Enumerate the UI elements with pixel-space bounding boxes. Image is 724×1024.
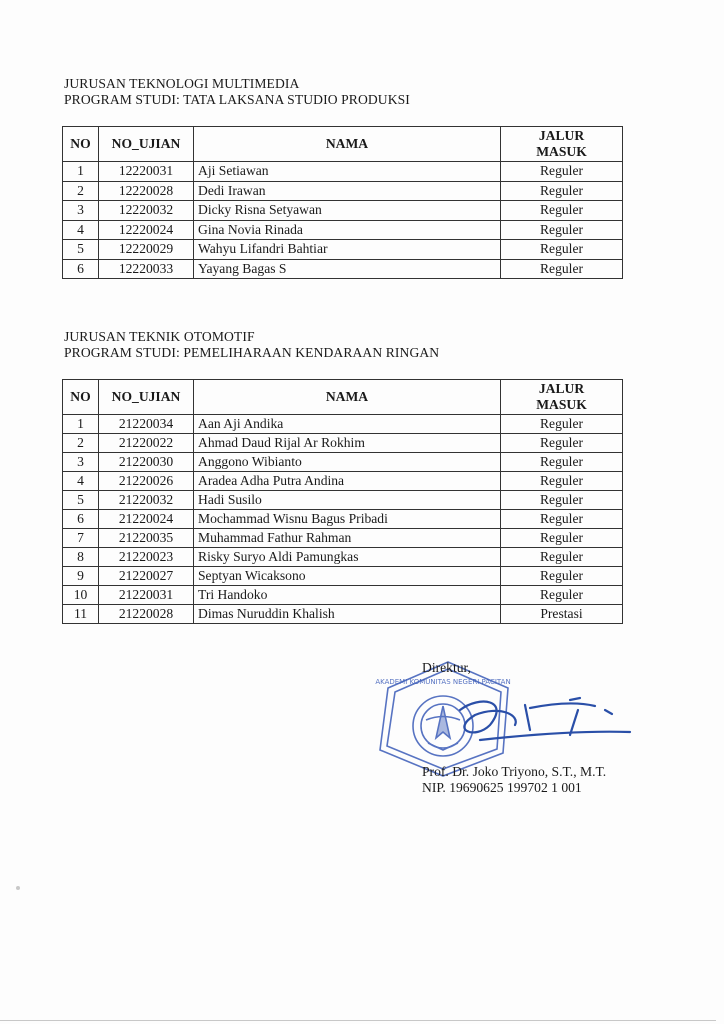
section-heading-multimedia: [64, 76, 410, 108]
page-bottom-edge: [0, 1020, 716, 1021]
student-table-otomotif: [62, 379, 623, 624]
cell-jalur-masuk: Reguler: [501, 259, 623, 279]
cell-no: 11: [63, 605, 99, 624]
cell-no: 2: [63, 434, 99, 453]
cell-no-ujian: 12220032: [99, 201, 194, 221]
cell-no: 7: [63, 529, 99, 548]
cell-jalur-masuk: Prestasi: [501, 605, 623, 624]
cell-no: 5: [63, 491, 99, 510]
cell-jalur-masuk: Reguler: [501, 567, 623, 586]
table-row: [63, 491, 623, 510]
table-row: [63, 529, 623, 548]
section-heading-otomotif: [64, 329, 439, 361]
column-header-no-ujian: NO_UJIAN: [99, 127, 194, 162]
table-row: [63, 434, 623, 453]
cell-no-ujian: 21220034: [99, 415, 194, 434]
cell-no: 6: [63, 510, 99, 529]
cell-no-ujian: 12220028: [99, 181, 194, 201]
cell-no: 4: [63, 472, 99, 491]
cell-no: 4: [63, 220, 99, 240]
cell-jalur-masuk: Reguler: [501, 529, 623, 548]
cell-no: 5: [63, 240, 99, 260]
cell-no-ujian: 21220032: [99, 491, 194, 510]
cell-jalur-masuk: Reguler: [501, 181, 623, 201]
cell-no-ujian: 12220029: [99, 240, 194, 260]
table-row: [63, 240, 623, 260]
table-row: [63, 220, 623, 240]
signatory-nip: NIP. 19690625 199702 1 001: [422, 780, 582, 795]
column-header-nama: NAMA: [194, 127, 501, 162]
cell-jalur-masuk: Reguler: [501, 453, 623, 472]
cell-nama: Aji Setiawan: [194, 162, 501, 182]
cell-no-ujian: 21220022: [99, 434, 194, 453]
student-table-multimedia: [62, 126, 623, 279]
cell-no: 3: [63, 453, 99, 472]
column-header-nama: NAMA: [194, 380, 501, 415]
cell-jalur-masuk: Reguler: [501, 472, 623, 491]
table-row: [63, 181, 623, 201]
cell-jalur-masuk: Reguler: [501, 415, 623, 434]
cell-jalur-masuk: Reguler: [501, 510, 623, 529]
cell-nama: Anggono Wibianto: [194, 453, 501, 472]
table-row: [63, 510, 623, 529]
cell-nama: Tri Handoko: [194, 586, 501, 605]
cell-nama: Hadi Susilo: [194, 491, 501, 510]
table-header-row: [63, 127, 623, 162]
program-studi-title: PROGRAM STUDI: PEMELIHARAAN KENDARAAN RINGAN: [64, 345, 440, 360]
cell-no-ujian: 21220024: [99, 510, 194, 529]
table-row: [63, 605, 623, 624]
table-row: [63, 567, 623, 586]
scan-speck: [16, 886, 20, 890]
table-row: [63, 201, 623, 221]
cell-no: 1: [63, 415, 99, 434]
cell-jalur-masuk: Reguler: [501, 434, 623, 453]
cell-no: 3: [63, 201, 99, 221]
cell-jalur-masuk: Reguler: [501, 162, 623, 182]
cell-jalur-masuk: Reguler: [501, 220, 623, 240]
column-header-jalur-masuk: JALUR MASUK: [501, 380, 623, 415]
signatory-title: Direktur,: [422, 660, 471, 675]
cell-nama: Septyan Wicaksono: [194, 567, 501, 586]
program-studi-title: PROGRAM STUDI: TATA LAKSANA STUDIO PRODUKSI: [64, 92, 410, 107]
cell-jalur-masuk: Reguler: [501, 201, 623, 221]
cell-no-ujian: 21220027: [99, 567, 194, 586]
cell-nama: Ahmad Daud Rijal Ar Rokhim: [194, 434, 501, 453]
cell-nama: Gina Novia Rinada: [194, 220, 501, 240]
cell-nama: Dicky Risna Setyawan: [194, 201, 501, 221]
cell-no: 6: [63, 259, 99, 279]
table-row: [63, 586, 623, 605]
table-row: [63, 548, 623, 567]
cell-no-ujian: 21220030: [99, 453, 194, 472]
cell-nama: Aan Aji Andika: [194, 415, 501, 434]
cell-no-ujian: 21220026: [99, 472, 194, 491]
cell-no: 1: [63, 162, 99, 182]
cell-jalur-masuk: Reguler: [501, 586, 623, 605]
column-header-no-ujian: NO_UJIAN: [99, 380, 194, 415]
cell-no: 8: [63, 548, 99, 567]
cell-nama: Dimas Nuruddin Khalish: [194, 605, 501, 624]
cell-no-ujian: 12220033: [99, 259, 194, 279]
cell-nama: Risky Suryo Aldi Pamungkas: [194, 548, 501, 567]
signature-block: [360, 650, 650, 800]
jurusan-title: JURUSAN TEKNOLOGI MULTIMEDIA: [64, 76, 300, 91]
cell-no: 2: [63, 181, 99, 201]
cell-nama: Wahyu Lifandri Bahtiar: [194, 240, 501, 260]
cell-no: 9: [63, 567, 99, 586]
cell-no-ujian: 21220031: [99, 586, 194, 605]
cell-nama: Dedi Irawan: [194, 181, 501, 201]
stamp-inner-text: AKADEMI KOMUNITAS NEGERI PACITAN: [375, 678, 511, 686]
table-header-row: [63, 380, 623, 415]
cell-nama: Yayang Bagas S: [194, 259, 501, 279]
jurusan-title: JURUSAN TEKNIK OTOMOTIF: [64, 329, 255, 344]
cell-no-ujian: 12220024: [99, 220, 194, 240]
table-row: [63, 162, 623, 182]
cell-jalur-masuk: Reguler: [501, 491, 623, 510]
cell-nama: Aradea Adha Putra Andina: [194, 472, 501, 491]
table-row: [63, 453, 623, 472]
column-header-no: NO: [63, 380, 99, 415]
cell-nama: Muhammad Fathur Rahman: [194, 529, 501, 548]
cell-jalur-masuk: Reguler: [501, 240, 623, 260]
cell-nama: Mochammad Wisnu Bagus Pribadi: [194, 510, 501, 529]
cell-jalur-masuk: Reguler: [501, 548, 623, 567]
cell-no-ujian: 21220028: [99, 605, 194, 624]
column-header-jalur-masuk: JALUR MASUK: [501, 127, 623, 162]
cell-no-ujian: 21220035: [99, 529, 194, 548]
table-row: [63, 415, 623, 434]
cell-no-ujian: 21220023: [99, 548, 194, 567]
table-row: [63, 259, 623, 279]
cell-no: 10: [63, 586, 99, 605]
handwritten-signature-icon: [420, 670, 640, 750]
cell-no-ujian: 12220031: [99, 162, 194, 182]
column-header-no: NO: [63, 127, 99, 162]
table-row: [63, 472, 623, 491]
signatory-name: Prof. Dr. Joko Triyono, S.T., M.T.: [422, 764, 607, 779]
